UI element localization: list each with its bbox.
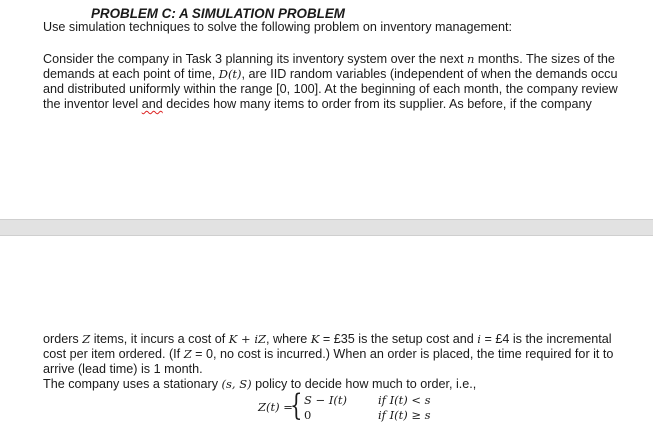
para1-line-4 [43, 97, 592, 112]
math-policy: (s, S) [221, 377, 252, 391]
para1-line-1 [43, 52, 615, 67]
formula-case-2-expr: 0 [304, 408, 312, 422]
math-z: Z [183, 347, 192, 361]
text-run: = 0, no cost is incurred.) When an order is placed, the time required for it to [191, 347, 614, 361]
para2-line-1 [43, 332, 612, 347]
formula-lhs: Z(t) = [258, 400, 293, 414]
text-run: , are IID random variables (independent of when the demands occu [241, 67, 618, 81]
text-run: items, it incurs a cost of [90, 332, 229, 346]
text-run: decides how many items to order from its supplier. As before, if the company [162, 97, 592, 111]
text-run: demands at each point of time, [43, 67, 219, 81]
math-demand: D(t) [218, 67, 242, 81]
text-run: Consider the company in Task 3 planning its inventory system over the next [43, 52, 467, 66]
text-run: orders [43, 332, 83, 346]
text-run: = £35 is the setup cost and [319, 332, 478, 346]
math-n: n [466, 52, 475, 66]
math-i: i [477, 332, 481, 346]
para1-line-2 [43, 67, 617, 82]
problem-title: PROBLEM C: A SIMULATION PROBLEM [91, 6, 345, 21]
para1-line-3: and distributed uniformly within the range [0, 100]. At the beginning of each month, the company review [43, 82, 618, 96]
text-run: = £4 is the incremental [480, 332, 612, 346]
formula-case-1-expr: S − I(t) [304, 393, 347, 407]
para2-line-3: arrive (lead time) is 1 month. [43, 362, 203, 376]
intro-line: Use simulation techniques to solve the following problem on inventory management: [43, 20, 513, 34]
text-run: policy to decide how much to order, i.e., [251, 377, 477, 391]
math-z: Z [82, 332, 91, 346]
formula-case-1-cond: if I(t) < s [378, 393, 431, 407]
text-run: the inventor level [43, 97, 142, 111]
spellcheck-word[interactable]: and [141, 97, 163, 111]
para2-line-2 [43, 347, 613, 362]
text-run: cost per item ordered. (If [43, 347, 184, 361]
text-run: The company uses a stationary [43, 377, 222, 391]
formula-case-2-cond: if I(t) ≥ s [378, 408, 431, 422]
formula-brace: { [290, 388, 303, 423]
math-cost-expr: K + iZ [228, 332, 266, 346]
math-k: K [310, 332, 320, 346]
order-policy-formula [0, 388, 653, 423]
text-run: months. The sizes of the [474, 52, 615, 66]
page-break [0, 219, 653, 236]
text-run: , where [266, 332, 311, 346]
para2-line-4 [43, 377, 476, 392]
